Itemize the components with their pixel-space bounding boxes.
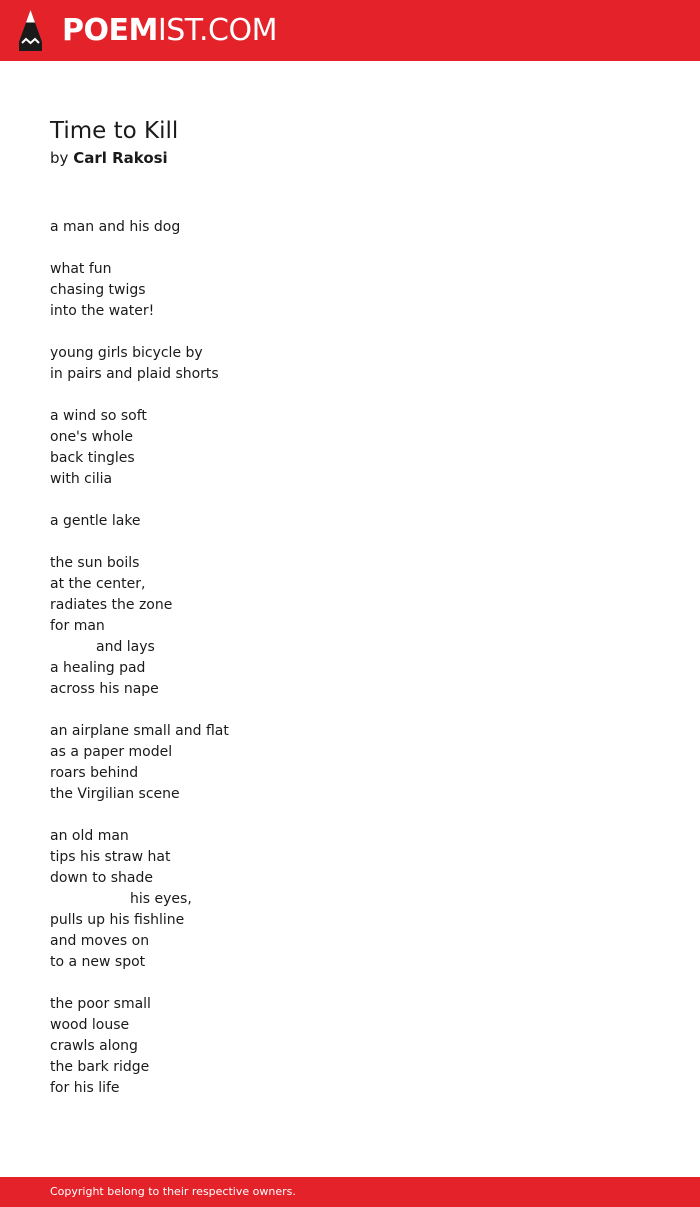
poem-line: a man and his dog — [50, 219, 181, 235]
poem-line: pulls up his fishline — [50, 912, 185, 928]
poem-title: Time to Kill — [50, 118, 179, 144]
poem-content — [50, 116, 650, 1120]
byline — [50, 146, 650, 170]
brand-light: IST.COM — [157, 13, 277, 48]
poem-line: with cilia — [50, 471, 113, 487]
copyright-notice: Copyright belong to their respective owners. — [50, 1185, 296, 1198]
poem-line: the Virgilian scene — [50, 786, 180, 802]
poem-line: a gentle lake — [50, 513, 141, 529]
stanza — [50, 826, 650, 973]
poem-line: an airplane small and flat — [50, 723, 229, 739]
poem-line: to a new spot — [50, 954, 146, 970]
poem-line: young girls bicycle by — [50, 345, 203, 361]
site-header — [0, 0, 700, 61]
poem-line: in pairs and plaid shorts — [50, 366, 219, 382]
poem-line: chasing twigs — [50, 282, 146, 298]
site-logo-text[interactable] — [62, 12, 277, 50]
poem-line: down to shade — [50, 870, 153, 886]
author-name[interactable]: Carl Rakosi — [73, 149, 168, 167]
poem-line-indented: his eyes, — [130, 891, 192, 907]
poem-line: wood louse — [50, 1017, 130, 1033]
stanza — [50, 217, 650, 238]
poem-line: tips his straw hat — [50, 849, 171, 865]
poem-body — [50, 217, 650, 1099]
poem-line: for man — [50, 618, 105, 634]
poem-line-indented: and lays — [96, 639, 155, 655]
stanza — [50, 511, 650, 532]
poem-line: what fun — [50, 261, 112, 277]
by-label: by — [50, 149, 69, 167]
poem-line: the bark ridge — [50, 1059, 150, 1075]
poem-line: an old man — [50, 828, 129, 844]
poem-line: a wind so soft — [50, 408, 147, 424]
stanza — [50, 721, 650, 805]
poem-line: radiates the zone — [50, 597, 173, 613]
poem-line: one's whole — [50, 429, 134, 445]
poem-line: crawls along — [50, 1038, 138, 1054]
stanza — [50, 553, 650, 700]
poem-line: a healing pad — [50, 660, 146, 676]
poem-line: across his nape — [50, 681, 159, 697]
stanza — [50, 259, 650, 322]
poem-line: the sun boils — [50, 555, 140, 571]
poem-line: as a paper model — [50, 744, 173, 760]
poem-line: roars behind — [50, 765, 139, 781]
brand-bold: POEM — [62, 13, 158, 48]
stanza — [50, 994, 650, 1099]
stanza — [50, 343, 650, 385]
poem-line: and moves on — [50, 933, 150, 949]
poem-line: for his life — [50, 1080, 120, 1096]
poem-line: the poor small — [50, 996, 151, 1012]
pencil-tip-icon[interactable] — [17, 9, 44, 52]
poem-line: at the center, — [50, 576, 146, 592]
poem-line: back tingles — [50, 450, 135, 466]
site-footer — [0, 1177, 700, 1207]
poem-line: into the water! — [50, 303, 155, 319]
stanza — [50, 406, 650, 490]
